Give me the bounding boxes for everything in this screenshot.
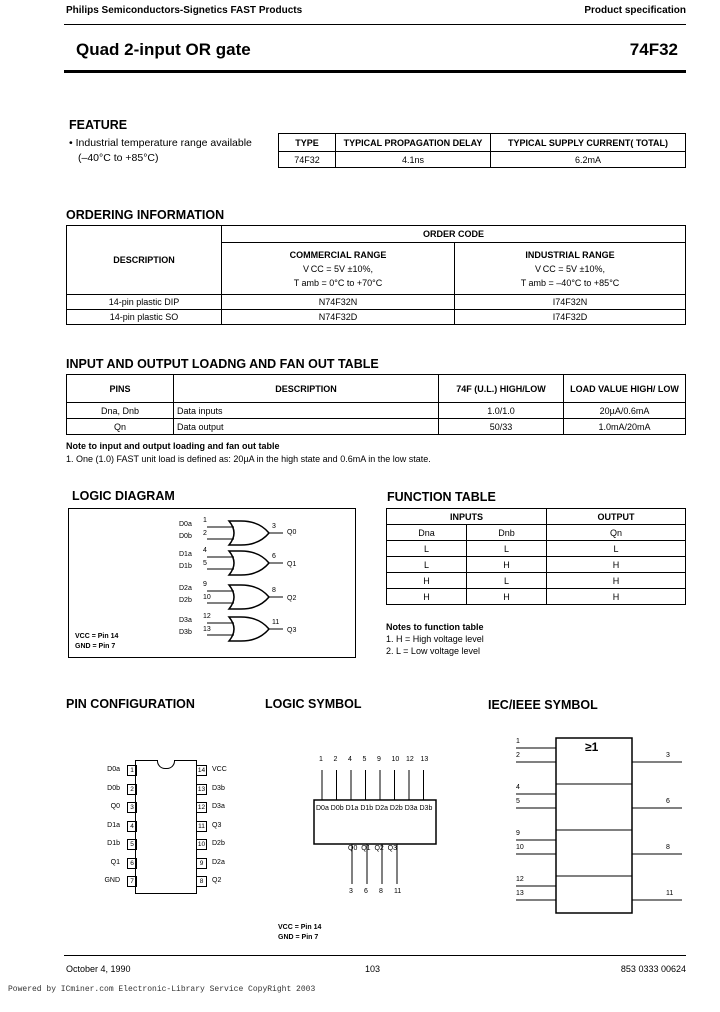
loading-pins-1: Qn [67, 419, 174, 435]
pin-number-2: 2 [127, 784, 137, 795]
feature-bullet-range: (–40°C to +85°C) [78, 152, 159, 164]
order-code-header: ORDER CODE [222, 226, 686, 243]
pin-name-d0a: D0a [107, 766, 120, 773]
diagram-gnd-note: GND = Pin 7 [75, 643, 116, 650]
pin-number-5: 5 [127, 839, 137, 850]
iec-output-pin-8: 8 [666, 844, 670, 851]
iec-symbol-svg [510, 736, 690, 916]
gate3-pin-b: 13 [203, 626, 211, 633]
function-table [386, 508, 686, 605]
loading-load-1: 1.0mA/20mA [564, 419, 686, 435]
logic-symbol-input-lines [322, 770, 424, 800]
iec-pin-lines [516, 748, 682, 900]
loading-table [66, 374, 686, 435]
symbol-vcc-note: VCC = Pin 14 [278, 924, 322, 931]
output-pin-8: 8 [379, 888, 383, 895]
pin-number-13: 13 [197, 785, 206, 793]
industrial-temp: T amb = –40°C to +85°C [520, 277, 620, 288]
pin-config-heading: PIN CONFIGURATION [66, 697, 195, 711]
input-pin-12: 12 [406, 756, 414, 763]
pin-number-9: 9 [196, 858, 207, 869]
pin-name-d0b: D0b [107, 784, 120, 792]
gate1-pin-q: 6 [272, 553, 276, 560]
header-rule [64, 24, 686, 25]
gate3-input-a: D3a [179, 617, 192, 624]
logic-symbol-inputs: D0a D0b D1a D1b D2a D2b D3a D3b [316, 805, 433, 812]
loading-col-ul: 74F (U.L.) HIGH/LOW [439, 375, 564, 403]
pin-number-4: 4 [127, 821, 137, 832]
pin-number-7: 7 [127, 876, 137, 887]
ordering-ind-so: I74F32D [455, 310, 686, 325]
gate0-output: Q0 [287, 529, 297, 536]
output-header: OUTPUT [547, 509, 686, 525]
pin-name-d1b: D1b [107, 840, 120, 847]
ft-r3-qn: H [547, 589, 686, 605]
logic-diagram-box [68, 508, 356, 658]
ft-r1-dna: L [387, 557, 467, 573]
pin-number-1: 1 [127, 765, 137, 776]
feature-bullet [69, 137, 252, 149]
feature-bullet-text: Industrial temperature range available [75, 137, 252, 149]
ft-r1-dnb: H [467, 557, 547, 573]
industrial-range-label: INDUSTRIAL RANGE [525, 249, 615, 260]
output-pin-11: 11 [394, 888, 402, 895]
iec-output-pin-3: 3 [666, 752, 670, 759]
commercial-range-header [222, 243, 455, 295]
doc-type: Product specification [584, 5, 686, 16]
ordering-desc-so: 14-pin plastic SO [67, 310, 222, 325]
output-pin-3: 3 [349, 888, 353, 895]
symbol-gnd-note: GND = Pin 7 [278, 934, 319, 941]
function-note-2: 2. L = Low voltage level [386, 646, 480, 656]
industrial-range-header [455, 243, 686, 295]
iec-output-pin-11: 11 [666, 890, 674, 897]
ft-r2-qn: H [547, 573, 686, 589]
pin-name-q0: Q0 [110, 803, 120, 810]
commercial-range-label: COMMERCIAL RANGE [289, 249, 387, 260]
footer-watermark: Powered by ICminer.com Electronic-Library Service CopyRight 2003 [8, 985, 316, 994]
function-table-heading: FUNCTION TABLE [387, 490, 496, 504]
logic-symbol-outputs: Q0 Q1 Q2 Q3 [348, 845, 398, 852]
cell-type: 74F32 [279, 152, 336, 168]
loading-ul-1: 50/33 [439, 419, 564, 435]
gate2-pin-b: 10 [203, 594, 211, 601]
input-pin-4: 4 [348, 756, 352, 763]
part-number: 74F32 [629, 40, 678, 59]
pin-number-11: 11 [196, 821, 207, 832]
pin-number-14: 14 [197, 767, 206, 774]
pin-name-d3a: D3a [212, 803, 225, 810]
input-pin-1: 1 [319, 756, 323, 763]
logic-diagram-heading: LOGIC DIAGRAM [72, 489, 175, 503]
dip-notch [157, 760, 175, 769]
loading-heading: INPUT AND OUTPUT LOADNG AND FAN OUT TABLE [66, 357, 379, 371]
gate0-input-a: D0a [179, 521, 192, 528]
gate1-pin-a: 4 [203, 547, 207, 554]
pin-number-8: 8 [196, 876, 207, 887]
col-dnb: Dnb [467, 525, 547, 541]
gate0-input-b: D0b [179, 533, 192, 540]
ordering-description-header: DESCRIPTION [67, 226, 222, 295]
pin-name-d2b: D2b [212, 840, 225, 847]
cell-current: 6.2mA [491, 152, 686, 168]
pin-name-d3b: D3b [212, 784, 225, 792]
loading-desc-0: Data inputs [174, 403, 439, 419]
input-pin-5: 5 [362, 756, 367, 763]
gate0-pin-q: 3 [272, 523, 276, 530]
iec-input-pin-13: 13 [516, 890, 524, 897]
input-pin-13: 13 [420, 756, 429, 763]
table-row [387, 557, 686, 573]
inputs-header: INPUTS [387, 509, 547, 525]
bullet-icon: • [69, 137, 73, 149]
ft-r0-dnb: L [467, 541, 547, 557]
footer-code: 853 0333 00624 [620, 964, 686, 974]
logic-symbol-svg [300, 760, 450, 900]
function-note-1: 1. H = High voltage level [386, 634, 484, 644]
footer-date: October 4, 1990 [66, 964, 131, 974]
commercial-temp: T amb = 0°C to +70°C [293, 277, 383, 288]
ordering-ind-dip: I74F32N [455, 295, 686, 310]
feature-heading: FEATURE [69, 118, 128, 132]
gate2-pin-q: 8 [272, 587, 276, 594]
gate0-pin-b: 2 [203, 530, 207, 537]
ft-r0-qn: L [547, 541, 686, 557]
ordering-heading: ORDERING INFORMATION [66, 208, 225, 222]
loading-pins-0: Dna, Dnb [67, 403, 174, 419]
iec-input-pin-4: 4 [516, 784, 520, 791]
table-row [67, 419, 686, 435]
ft-r2-dna: H [387, 573, 467, 589]
gate1-pin-b: 5 [203, 560, 207, 567]
gate2-output: Q2 [287, 595, 297, 602]
ft-r2-dnb: L [467, 573, 547, 589]
input-pin-10: 10 [391, 756, 400, 763]
output-pin-6: 6 [364, 888, 368, 895]
col-delay: TYPICAL PROPAGATION DELAY [336, 134, 491, 152]
ordering-com-dip: N74F32N [222, 295, 455, 310]
pin-number-3: 3 [127, 802, 137, 813]
loading-load-0: 20µA/0.6mA [564, 403, 686, 419]
iec-or-label: ≥1 [585, 740, 599, 754]
table-row [387, 573, 686, 589]
gate2-input-a: D2a [179, 585, 192, 592]
table-row [67, 310, 686, 325]
iec-input-pin-12: 12 [516, 876, 524, 883]
cell-delay: 4.1ns [336, 152, 491, 168]
table-row [387, 541, 686, 557]
ft-r3-dna: H [387, 589, 467, 605]
page-title: Quad 2-input OR gate [76, 40, 251, 59]
loading-note-1: 1. One (1.0) FAST unit load is defined as: 20µA in the high state and 0.6mA in the low state. [66, 454, 431, 464]
gate2-input-b: D2b [179, 597, 192, 604]
col-qn: Qn [547, 525, 686, 541]
iec-output-pin-6: 6 [666, 798, 670, 805]
table-row [67, 295, 686, 310]
ft-r1-qn: H [547, 557, 686, 573]
company-name: Philips Semiconductors-Signetics FAST Products [66, 5, 303, 16]
iec-input-pin-5: 5 [516, 798, 520, 805]
col-type: TYPE [279, 134, 336, 152]
table-row [67, 403, 686, 419]
input-pin-9: 9 [377, 756, 381, 763]
gate2-pin-a: 9 [203, 581, 207, 588]
pin-name-d2a: D2a [212, 858, 225, 866]
industrial-vcc: V CC = 5V ±10%, [534, 263, 606, 274]
gate1-input-a: D1a [179, 551, 192, 558]
pin-name-q2: Q2 [212, 877, 222, 884]
pin-name-d1a: D1a [107, 821, 120, 829]
col-dna: Dna [387, 525, 467, 541]
function-notes-title: Notes to function table [386, 622, 484, 632]
ordering-com-so: N74F32D [222, 310, 455, 325]
footer-page: 103 [365, 964, 381, 974]
pin-name-vcc: VCC [212, 766, 227, 773]
gate1-output: Q1 [287, 561, 297, 568]
gate0-pin-a: 1 [203, 517, 207, 524]
iec-input-pin-2: 2 [516, 752, 520, 759]
gate1-input-b: D1b [179, 563, 192, 570]
diagram-vcc-note: VCC = Pin 14 [75, 633, 119, 640]
dip-package [135, 760, 197, 894]
gate3-pin-a: 12 [203, 613, 211, 620]
col-current: TYPICAL SUPPLY CURRENT( TOTAL) [491, 134, 686, 152]
iec-input-pin-9: 9 [516, 830, 520, 837]
loading-col-load: LOAD VALUE HIGH/ LOW [564, 375, 686, 403]
input-pin-2: 2 [333, 756, 338, 763]
pin-number-12: 12 [197, 804, 206, 811]
gate3-input-b: D3b [179, 629, 192, 636]
loading-col-desc: DESCRIPTION [174, 375, 439, 403]
ft-r3-dnb: H [467, 589, 547, 605]
loading-note-title: Note to input and output loading and fan out table [66, 441, 280, 451]
loading-col-pins: PINS [67, 375, 174, 403]
pin-name-gnd: GND [104, 877, 120, 884]
footer-rule [64, 955, 686, 956]
loading-desc-1: Data output [174, 419, 439, 435]
iec-input-pin-1: 1 [516, 738, 520, 745]
loading-ul-0: 1.0/1.0 [439, 403, 564, 419]
gate3-pin-q: 11 [272, 619, 280, 626]
ordering-desc-dip: 14-pin plastic DIP [67, 295, 222, 310]
ordering-table [66, 225, 686, 325]
title-rule [64, 70, 686, 73]
iec-symbol-heading: IEC/IEEE SYMBOL [488, 698, 598, 712]
pin-number-6: 6 [127, 858, 137, 869]
feature-table [278, 133, 686, 168]
gate3-output: Q3 [287, 627, 297, 634]
iec-input-pin-10: 10 [516, 844, 524, 851]
ft-r0-dna: L [387, 541, 467, 557]
pin-name-q1: Q1 [110, 858, 120, 866]
logic-symbol-heading: LOGIC SYMBOL [265, 697, 362, 711]
commercial-vcc: V CC = 5V ±10%, [302, 263, 374, 274]
pin-name-q3: Q3 [212, 821, 222, 829]
table-row [387, 589, 686, 605]
pin-number-10: 10 [197, 841, 206, 848]
